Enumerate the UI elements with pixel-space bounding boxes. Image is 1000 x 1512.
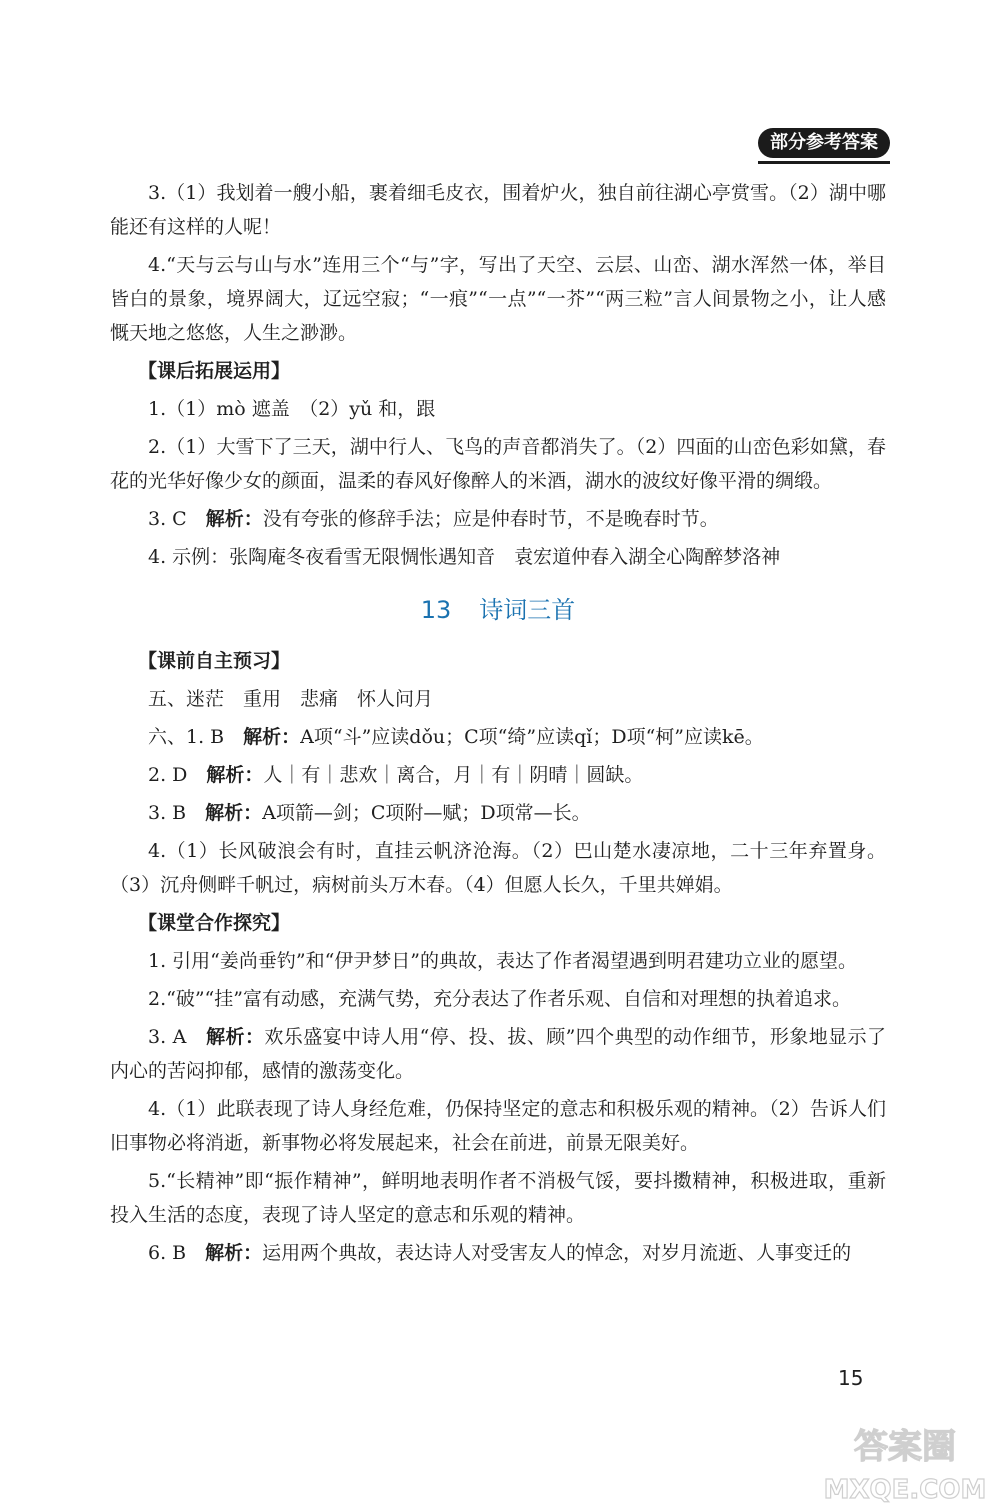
watermark-text-url: MXQE.COM [823,1475,987,1505]
analysis-label: 解析： [206,1026,265,1048]
answer-item [110,1236,886,1270]
page-number: 15 [838,1366,864,1390]
answer-item [110,1020,886,1088]
answer-item: 五、迷茫 重用 悲痛 怀人问月 [148,688,434,710]
lesson-heading [110,592,886,628]
answer-item: 2.（1）大雪下了三天，湖中行人、飞鸟的声音都消失了。（2）四面的山峦色彩如黛，春花的光华好像少女的颜面，温柔的春风好像醉人的米酒，湖水的波纹好像平滑的绸缎。 [110,436,886,492]
answer-item: 1.（1）mò 遮盖 （2）yǔ 和，跟 [148,398,436,420]
answer-choice: 六、1. B [148,726,244,748]
answer-choice: 3. B [148,802,206,824]
answer-item: 3.（1）我划着一艘小船，裹着细毛皮衣，围着炉火，独自前往湖心亭赏雪。（2）湖中哪能还有这样的人呢！ [110,182,886,238]
answer-item: 4.（1）此联表现了诗人身经危难，仍保持坚定的意志和积极乐观的精神。（2）告诉人们旧事物必将消逝，新事物必将发展起来，社会在前进，前景无限美好。 [110,1098,886,1154]
answer-content [110,176,886,1274]
answer-item [110,720,886,754]
analysis-text: 欢乐盛宴中诗人用“停、投、拔、顾”四个典型的动作细节，形象地显示了内心的苦闷抑郁，感情的激荡变化。 [110,1026,886,1082]
answer-item: 4.（1）长风破浪会有时，直挂云帆济沧海。（2）巴山楚水凄凉地，二十三年弃置身。（3）沉舟侧畔千帆过，病树前头万木春。（4）但愿人长久，千里共婵娟。 [110,840,886,896]
section-heading-preview: 【课前自主预习】 [138,650,291,672]
answer-item [110,758,886,792]
lesson-number: 13 [420,596,452,624]
answer-item: 4.“天与云与山与水”连用三个“与”字，写出了天空、云层、山峦、湖水浑然一体，举目皆白的景象，境界阔大，辽远空寂；“一痕”“一点”“一芥”“两三粒”言人间景物之小，让人感慨天地之悠悠，人生之渺渺。 [110,254,886,344]
section-badge: 部分参考答案 [758,128,890,158]
watermark-logo [820,1418,990,1508]
analysis-text: 运用两个典故，表达诗人对受害友人的悼念，对岁月流逝、人事变迁的 [262,1242,852,1264]
answer-item: 1. 引用“姜尚垂钓”和“伊尹梦日”的典故，表达了作者渴望遇到明君建功立业的愿望。 [148,950,858,972]
analysis-label: 解析： [243,726,301,748]
answer-item [110,502,886,536]
analysis-text: 没有夸张的修辞手法；应是仲春时节，不是晚春时节。 [262,508,719,530]
answer-item: 5.“长精神”即“振作精神”，鲜明地表明作者不消极气馁，要抖擞精神，积极进取，重新投入生活的态度，表现了诗人坚定的意志和乐观的精神。 [110,1170,886,1226]
lesson-title: 诗词三首 [479,596,576,624]
answer-item [110,796,886,830]
answer-choice: 2. D [148,764,207,786]
answer-item: 2.“破”“挂”富有动感，充满气势，充分表达了作者乐观、自信和对理想的执着追求。 [148,988,851,1010]
analysis-label: 解析： [205,508,263,530]
answer-choice: 6. B [148,1242,206,1264]
analysis-label: 解析： [205,802,263,824]
section-heading-after-class: 【课后拓展运用】 [138,360,291,382]
analysis-label: 解析： [205,1242,263,1264]
badge-underline [758,161,890,164]
watermark-text-cn: 答案圈 [854,1427,956,1467]
answer-item: 4. 示例：张陶庵冬夜看雪无限惆怅遇知音 袁宏道仲春入湖全心陶醉梦洛神 [148,546,781,568]
analysis-text: 人｜有｜悲欢｜离合，月｜有｜阴晴｜圆缺。 [263,764,644,786]
answer-choice: 3. C [148,508,206,530]
answer-choice: 3. A [148,1026,207,1048]
analysis-label: 解析： [206,764,264,786]
section-heading-in-class: 【课堂合作探究】 [138,912,291,934]
analysis-text: A项箭—剑；C项附—赋；D项常—长。 [262,802,591,824]
analysis-text: A项“斗”应读dǒu；C项“绮”应读qǐ；D项“柯”应读kē。 [300,726,764,748]
